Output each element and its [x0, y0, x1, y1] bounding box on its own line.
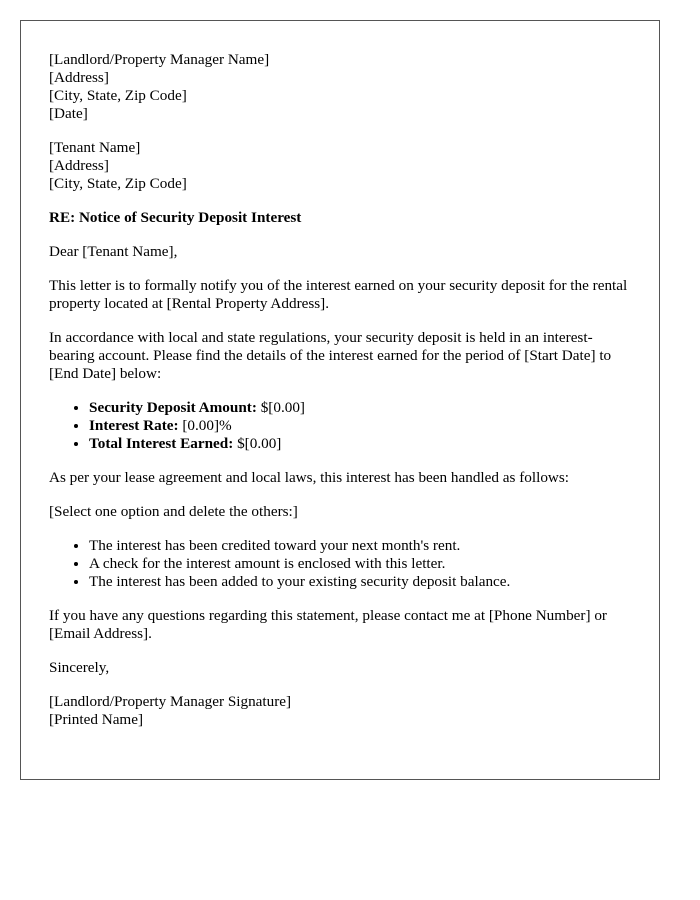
detail-label: Security Deposit Amount:: [89, 399, 257, 416]
sender-block: [49, 51, 631, 123]
subject-line: RE: Notice of Security Deposit Interest: [49, 209, 302, 226]
intro-paragraph: This letter is to formally notify you of the interest earned on your security deposit for the rental property located at [Rental Property Address].: [49, 277, 628, 312]
select-instruction: [Select one option and delete the others:]: [49, 503, 298, 520]
letter-document: [20, 20, 660, 780]
list-item: [89, 417, 631, 435]
closing: Sincerely,: [49, 659, 110, 676]
list-item: • A check for the interest amount is enclosed with this letter.: [89, 555, 631, 573]
list-item: [89, 435, 631, 453]
handling-paragraph: As per your lease agreement and local laws, this interest has been handled as follows:: [49, 469, 570, 486]
recipient-block: [49, 139, 631, 193]
sender-name: [Landlord/Property Manager Name]: [49, 51, 270, 68]
deposit-details-list: [49, 399, 631, 453]
printed-name: [Printed Name]: [49, 711, 144, 728]
detail-value: [0.00]%: [178, 417, 232, 434]
sender-city-state-zip: [City, State, Zip Code]: [49, 87, 187, 104]
list-item: [89, 399, 631, 417]
recipient-address: [Address]: [49, 157, 109, 174]
list-item: • The interest has been added to your existing security deposit balance.: [89, 573, 631, 591]
list-item: • The interest has been credited toward your next month's rent.: [89, 537, 631, 555]
regulations-paragraph: In accordance with local and state regulations, your security deposit is held in an interest-bearing account. Please find the details of the interest earned for the period of [Start Date] to [End Date] below:: [49, 329, 612, 382]
contact-paragraph: If you have any questions regarding this statement, please contact me at [Phone Number] or [Email Address].: [49, 607, 607, 642]
recipient-name: [Tenant Name]: [49, 139, 141, 156]
salutation: Dear [Tenant Name],: [49, 243, 178, 260]
signature-line: [Landlord/Property Manager Signature]: [49, 693, 292, 710]
signature-block: [49, 693, 631, 729]
recipient-city-state-zip: [City, State, Zip Code]: [49, 175, 187, 192]
detail-label: Interest Rate:: [89, 417, 179, 434]
detail-label: Total Interest Earned:: [89, 435, 234, 452]
interest-options-list: [49, 537, 631, 591]
detail-value: $[0.00]: [233, 435, 282, 452]
sender-address: [Address]: [49, 69, 109, 86]
letter-date: [Date]: [49, 105, 88, 122]
detail-value: $[0.00]: [256, 399, 305, 416]
